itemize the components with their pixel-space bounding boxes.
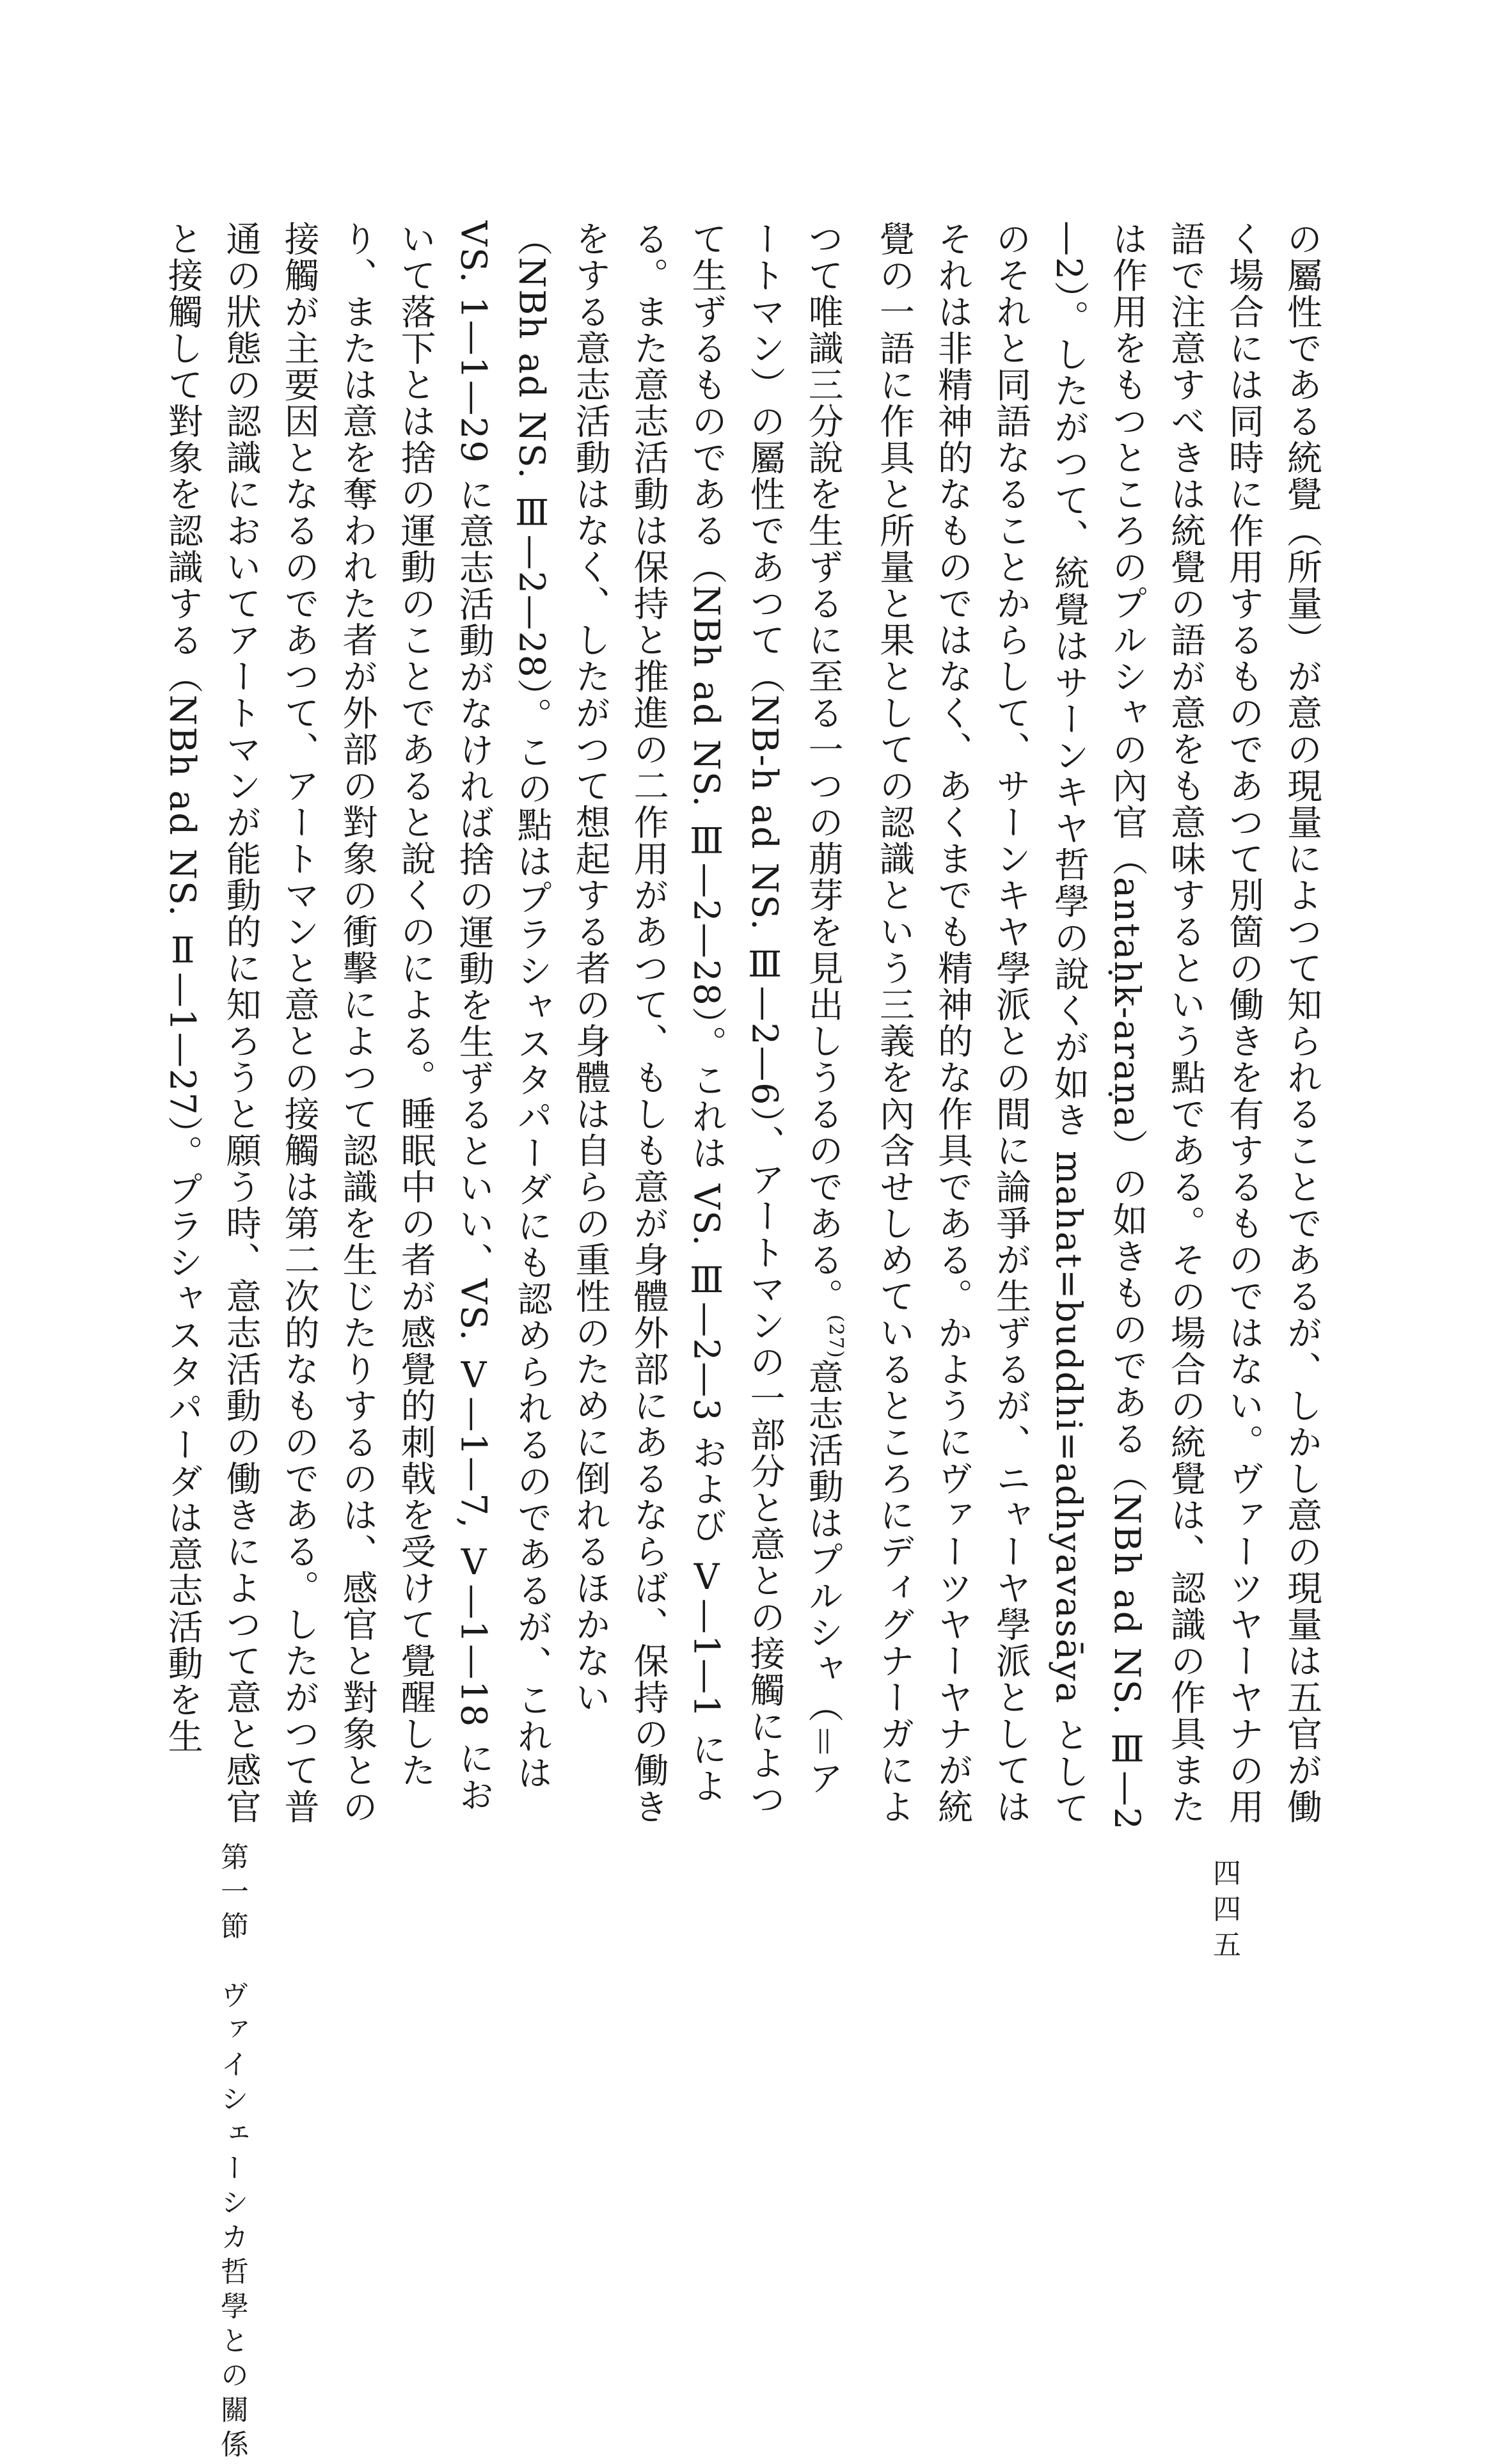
body-text-part-2: 意志活動はプルシャ（＝アートマン）の屬性であつて（NB-h ad NS. Ⅲ—2—6）、アートマンの一部分と意との接觸によつて生ずるものである（NBh ad NS. Ⅲ—2—28）。これは VS. Ⅲ—2—3 および Ⅴ—1—1 による。また意志活動は保持と推進の二作用があつて、もしも意が身體外部にあるならば、保持の働きをする意志活動はなく、したがつて想起する者の身體は自らの重性のために倒れるほかない（NBh ad NS. Ⅲ—2—28）。この點はプラシャスタパーダにも認められるのであるが、これは VS. 1—1—29 に意志活動がなければ捨の運動を生ずるといい、VS. Ⅴ—1—7, Ⅴ—1—18 において落下とは捨の運動のことであると說くのによる。睡眠中の者が感覺的刺戟を受けて覺醒したり、または意を奪われた者が外部の對象の衝擊によつて認識を生じたりするのは、感官と對象との接觸が主要因となるのであつて、アートマンと意との接觸は第二次的なものである。したがつて普通の狀態の認識においてアートマンが能動的に知ろうと願う時、意志活動の働きによつて意と感官と接觸して對象を認識する（NBh ad NS. Ⅱ—1—27）。プラシャスタパーダは意志活動を生 [162, 221, 844, 1825]
page-number: 四四五 [1208, 1858, 1240, 1966]
body-text-part-1: の屬性である統覺（所量）が意の現量によつて知られることであるが、しかし意の現量は五官が働く場合には同時に作用するものであつて別箇の働きを有するものではない。ヴァーツヤーヤナの用語で注意すべきは統覺の語が意をも意味するという點である。その場合の統覺は、認識の作具または作用をもつところのプルシャの內官（antaḥk-araṇa）の如きものである（NBh ad NS. Ⅲ—2—2）。したがつて、統覺はサーンキヤ哲學の說くが如き mahat=buddhi=adhyavasāya としてのそれと同語なることからして、サーンキヤ學派との間に論爭が生ずるが、ニャーヤ學派としてはそれは非精神的なものではなく、あくまでも精神的な作具である。かようにヴァーツヤーヤナが統覺の一語に作具と所量と果としての認識という三義を內含せしめているところにディグナーガによつて唯識三分說を生ずるに至る一つの萠芽を見出しうるのである。 [802, 221, 1322, 1831]
footnote-reference: (27) [825, 1315, 847, 1359]
running-head: 第一節 ヴァイシェーシカ哲學との關係 [216, 1842, 248, 2464]
body-paragraph [154, 221, 1331, 1833]
main-text-block [162, 221, 1331, 1833]
